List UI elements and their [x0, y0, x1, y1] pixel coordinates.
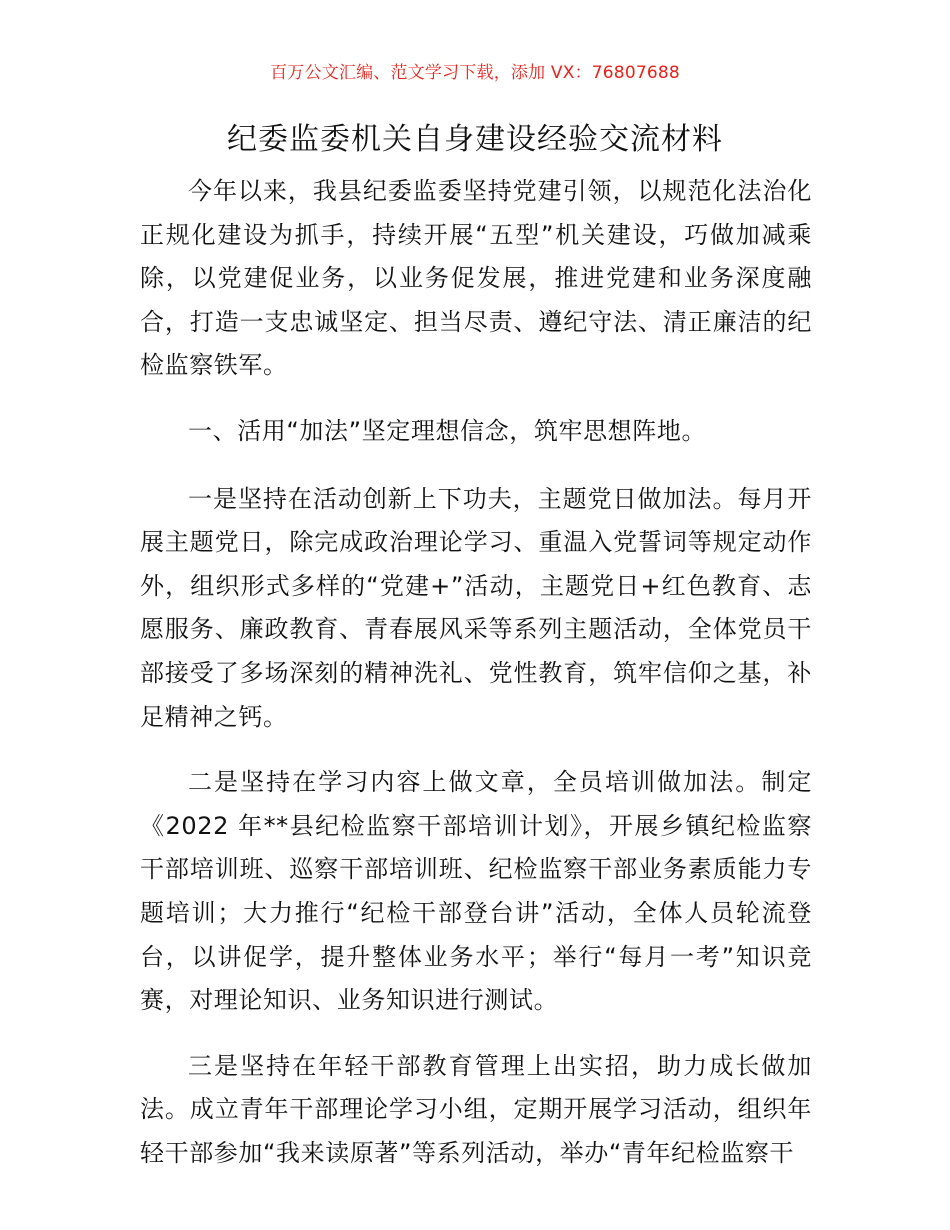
body-paragraph-2: 二是坚持在学习内容上做文章，全员培训做加法。制定《2022 年**县纪检监察干部培训计划》，开展乡镇纪检监察干部培训班、巡察干部培训班、纪检监察干部业务素质能力专题培训；大力推行“纪检干部登台讲”活动，全体人员轮流登台，以讲促学，提升整体业务水平；举行“每月一考”知识竞赛，对理论知识、业务知识进行测试。: [140, 768, 812, 1015]
document-body: [140, 170, 812, 1197]
body-paragraph-1: 一是坚持在活动创新上下功夫，主题党日做加法。每月开展主题党日，除完成政治理论学习、重温入党誓词等规定动作外，组织形式多样的“党建+”活动，主题党日+红色教育、志愿服务、廉政教育、青春展风采等系列主题活动，全体党员干部接受了多场深刻的精神洗礼、党性教育，筑牢信仰之基，补足精神之钙。: [140, 484, 812, 731]
section-heading-1: 一、活用“加法”坚定理想信念，筑牢思想阵地。: [188, 416, 707, 445]
body-paragraph-3: 三是坚持在年轻干部教育管理上出实招，助力成长做加法。成立青年干部理论学习小组，定期开展学习活动，组织年轻干部参加“我来读原著”等系列活动，举办“青年纪检监察干: [140, 1051, 812, 1167]
header-watermark-note: 百万公文汇编、范文学习下载，添加 VX：76807688: [270, 63, 680, 83]
intro-paragraph: 今年以来，我县纪委监委坚持党建引领，以规范化法治化正规化建设为抓手，持续开展“五型”机关建设，巧做加减乘除，以党建促业务，以业务促发展，推进党建和业务深度融合，打造一支忠诚坚定、担当尽责、遵纪守法、清正廉洁的纪检监察铁军。: [140, 177, 812, 380]
document-title: 纪委监委机关自身建设经验交流材料: [227, 122, 723, 157]
